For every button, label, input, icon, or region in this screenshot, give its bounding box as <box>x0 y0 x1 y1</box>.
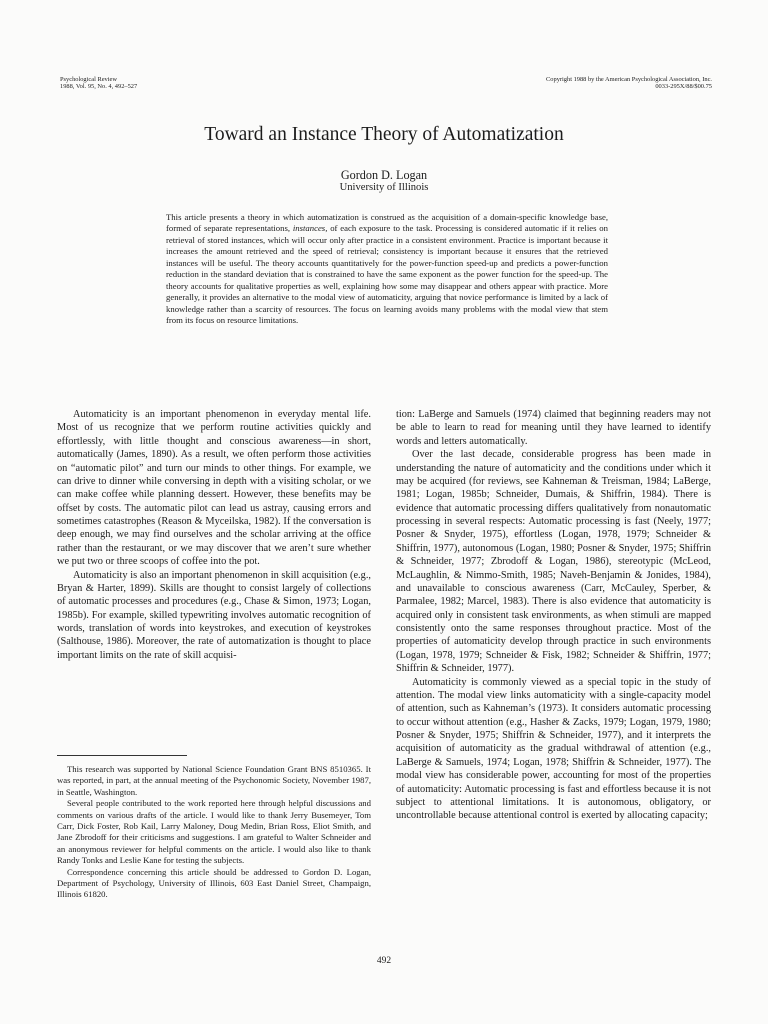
body-paragraph-continued: tion: LaBerge and Samuels (1974) claimed that beginning readers may not be able to learn to read for meaning until they have learned to identify words and letters automatically. <box>396 409 711 447</box>
body-paragraph: Over the last decade, considerable progress has been made in understanding the nature of automaticity and the conditions under which it may be acquired (for reviews, see Kahneman & Treisman, 1984; LaBerge, 1981; Logan, 1985b; Schneider, Dumais, & Shiffrin, 1984). There is evidence that automatic processing differs qualitatively from nonautomatic processing in several respects: Automatic processing is fast (Neely, 1977; Posner & Snyder, 1975), effortless (Logan, 1978, 1979; Schneider & Shiffrin, 1977), autonomous (Logan, 1980; Posner & Snyder, 1975; Shiffrin & Schneider, 1977; Zbrodoff & Logan, 1986), stereotypic (McLeod, McLaughlin, & Nimmo-Smith, 1985; Naveh-Benjamin & Jonides, 1984), and unavailable to conscious awareness (Carr, McCauley, Sperber, & Parmalee, 1982; Marcel, 1983). There is also evidence that automaticity is acquired only in consistent task environments, as when stimuli are mapped consistently onto the same responses throughout practice. Most of the properties of automaticity develop through practice in such environments (Logan, 1978, 1979; Schneider & Fisk, 1982; Schneider & Shiffrin, 1977; Shiffrin & Schneider, 1977). <box>396 449 711 675</box>
footnote-divider <box>57 755 187 756</box>
copyright-notice <box>546 76 712 91</box>
abstract-italic-term: instances, <box>292 223 328 234</box>
body-column-left <box>57 408 371 662</box>
journal-volume: 1988, Vol. 95, No. 4, 492–527 <box>60 83 138 91</box>
abstract <box>166 212 608 327</box>
body-paragraph: Automaticity is an important phenomenon in everyday mental life. Most of us recognize that we perform routine activities quickly and effortlessly, with little thought and conscious awareness—in short, automatically (James, 1890). As a result, we often perform those activities on “automatic pilot” and turn our minds to other things. For example, we can drive to dinner while conversing in depth with a visiting scholar, or we can make coffee while planning dessert. However, these benefits may be offset by costs. The automatic pilot can lead us astray, causing errors and sometimes catastrophes (Reason & Myceilska, 1982). If the conversation is deep enough, we may find ourselves and the scholar arriving at the office rather than the restaurant, or we may discover that we aren’t sure whether we put two or three scoops of coffee into the pot. <box>57 409 371 568</box>
journal-citation <box>60 76 137 91</box>
body-paragraph: Automaticity is also an important phenomenon in skill acquisition (e.g., Bryan & Harter, 1899). Skills are thought to consist largely of collections of automatic processes and procedures (e.g., Chase & Simon, 1973; Logan, 1985b). For example, skilled typewriting involves automatic recognition of words, translation of words into keystrokes, and execution of keystrokes (Salthouse, 1986). Moreover, the rate of automatization is thought to place important limits on the rate of skill acquisi- <box>57 569 371 661</box>
footnote-funding: This research was supported by National Science Foundation Grant BNS 8510365. It was reported, in part, at the annual meeting of the Psychonomic Society, November 1987, in Seattle, Washington. <box>57 764 371 797</box>
author-affiliation: University of Illinois <box>339 182 429 193</box>
footnote-acknowledgments: Several people contributed to the work reported here through helpful discussions and comments on various drafts of the article. I would like to thank Jerry Busemeyer, Tom Carr, Dick Foster, Rob Kail, Larry Maloney, Doug Medin, Brian Ross, Eliot Smith, and Jane Zbrodoff for their criticisms and suggestions. I am grateful to Walter Schneider and an anonymous reviewer for helpful comments on the article. I would also like to thank Randy Tonks and Leslie Kane for testing the subjects. <box>57 798 371 866</box>
abstract-part-2: of each exposure to the task. Processing is considered automatic if it relies on retrieval of stored instances, which will occur only after practice in a consistent environment. Practice is important because it increases the amount retrieved and the speed of retrieval; consistency is important because it ensures that the retrieved instances will be useful. The theory accounts quantitatively for the power-function speed-up and predicts a power-function reduction in the standard deviation that is constrained to have the same exponent as the power function for the speed-up. The theory accounts for qualitative properties as well, explaining how some may disappear and others appear with practice. More generally, it provides an alternative to the modal view of automaticity, arguing that novice performance is limited by a lack of knowledge rather than a scarcity of resources. The focus on learning avoids many problems with the modal view that stem from its focus on resource limitations. <box>166 223 608 326</box>
journal-name: Psychological Review <box>60 76 117 83</box>
abstract-part-1: This article presents a theory in which automatization is construed as the acquisition of a domain-specific knowledge base, formed of separate representations, <box>166 212 608 234</box>
author-footnotes <box>57 764 371 901</box>
body-paragraph: Automaticity is commonly viewed as a special topic in the study of attention. The modal view links automaticity with a single-capacity model of attention, such as Kahneman’s (1973). It considers automatic processing to occur without attention (e.g., Hasher & Zacks, 1979; Logan, 1979, 1980; Posner & Snyder, 1975; Shiffrin & Schneider, 1977), and it interprets the acquisition of automaticity as the gradual withdrawal of attention (e.g., LaBerge & Samuels, 1974; Logan, 1978; Shiffrin & Schneider, 1977). The modal view has considerable power, accounting for most of the properties of automaticity: Automatic processing is fast and effortless because it is not subject to attentional limitations. It is autonomous, obligatory, or uncontrollable because attentional control is exerted by allocating capacity; <box>396 676 711 822</box>
page-number: 492 <box>376 956 392 966</box>
body-column-right <box>396 408 711 823</box>
issn-line: 0033-295X/88/$00.75 <box>655 83 712 91</box>
abstract-text <box>166 212 608 327</box>
footnote-correspondence: Correspondence concerning this article should be addressed to Gordon D. Logan, Department of Psychology, University of Illinois, 603 East Daniel Street, Champaign, Illinois 61820. <box>57 866 371 900</box>
copyright-line: Copyright 1988 by the American Psychological Association, Inc. <box>546 76 712 83</box>
author-name: Gordon D. Logan <box>340 168 428 182</box>
article-title: Toward an Instance Theory of Automatization <box>204 124 564 145</box>
